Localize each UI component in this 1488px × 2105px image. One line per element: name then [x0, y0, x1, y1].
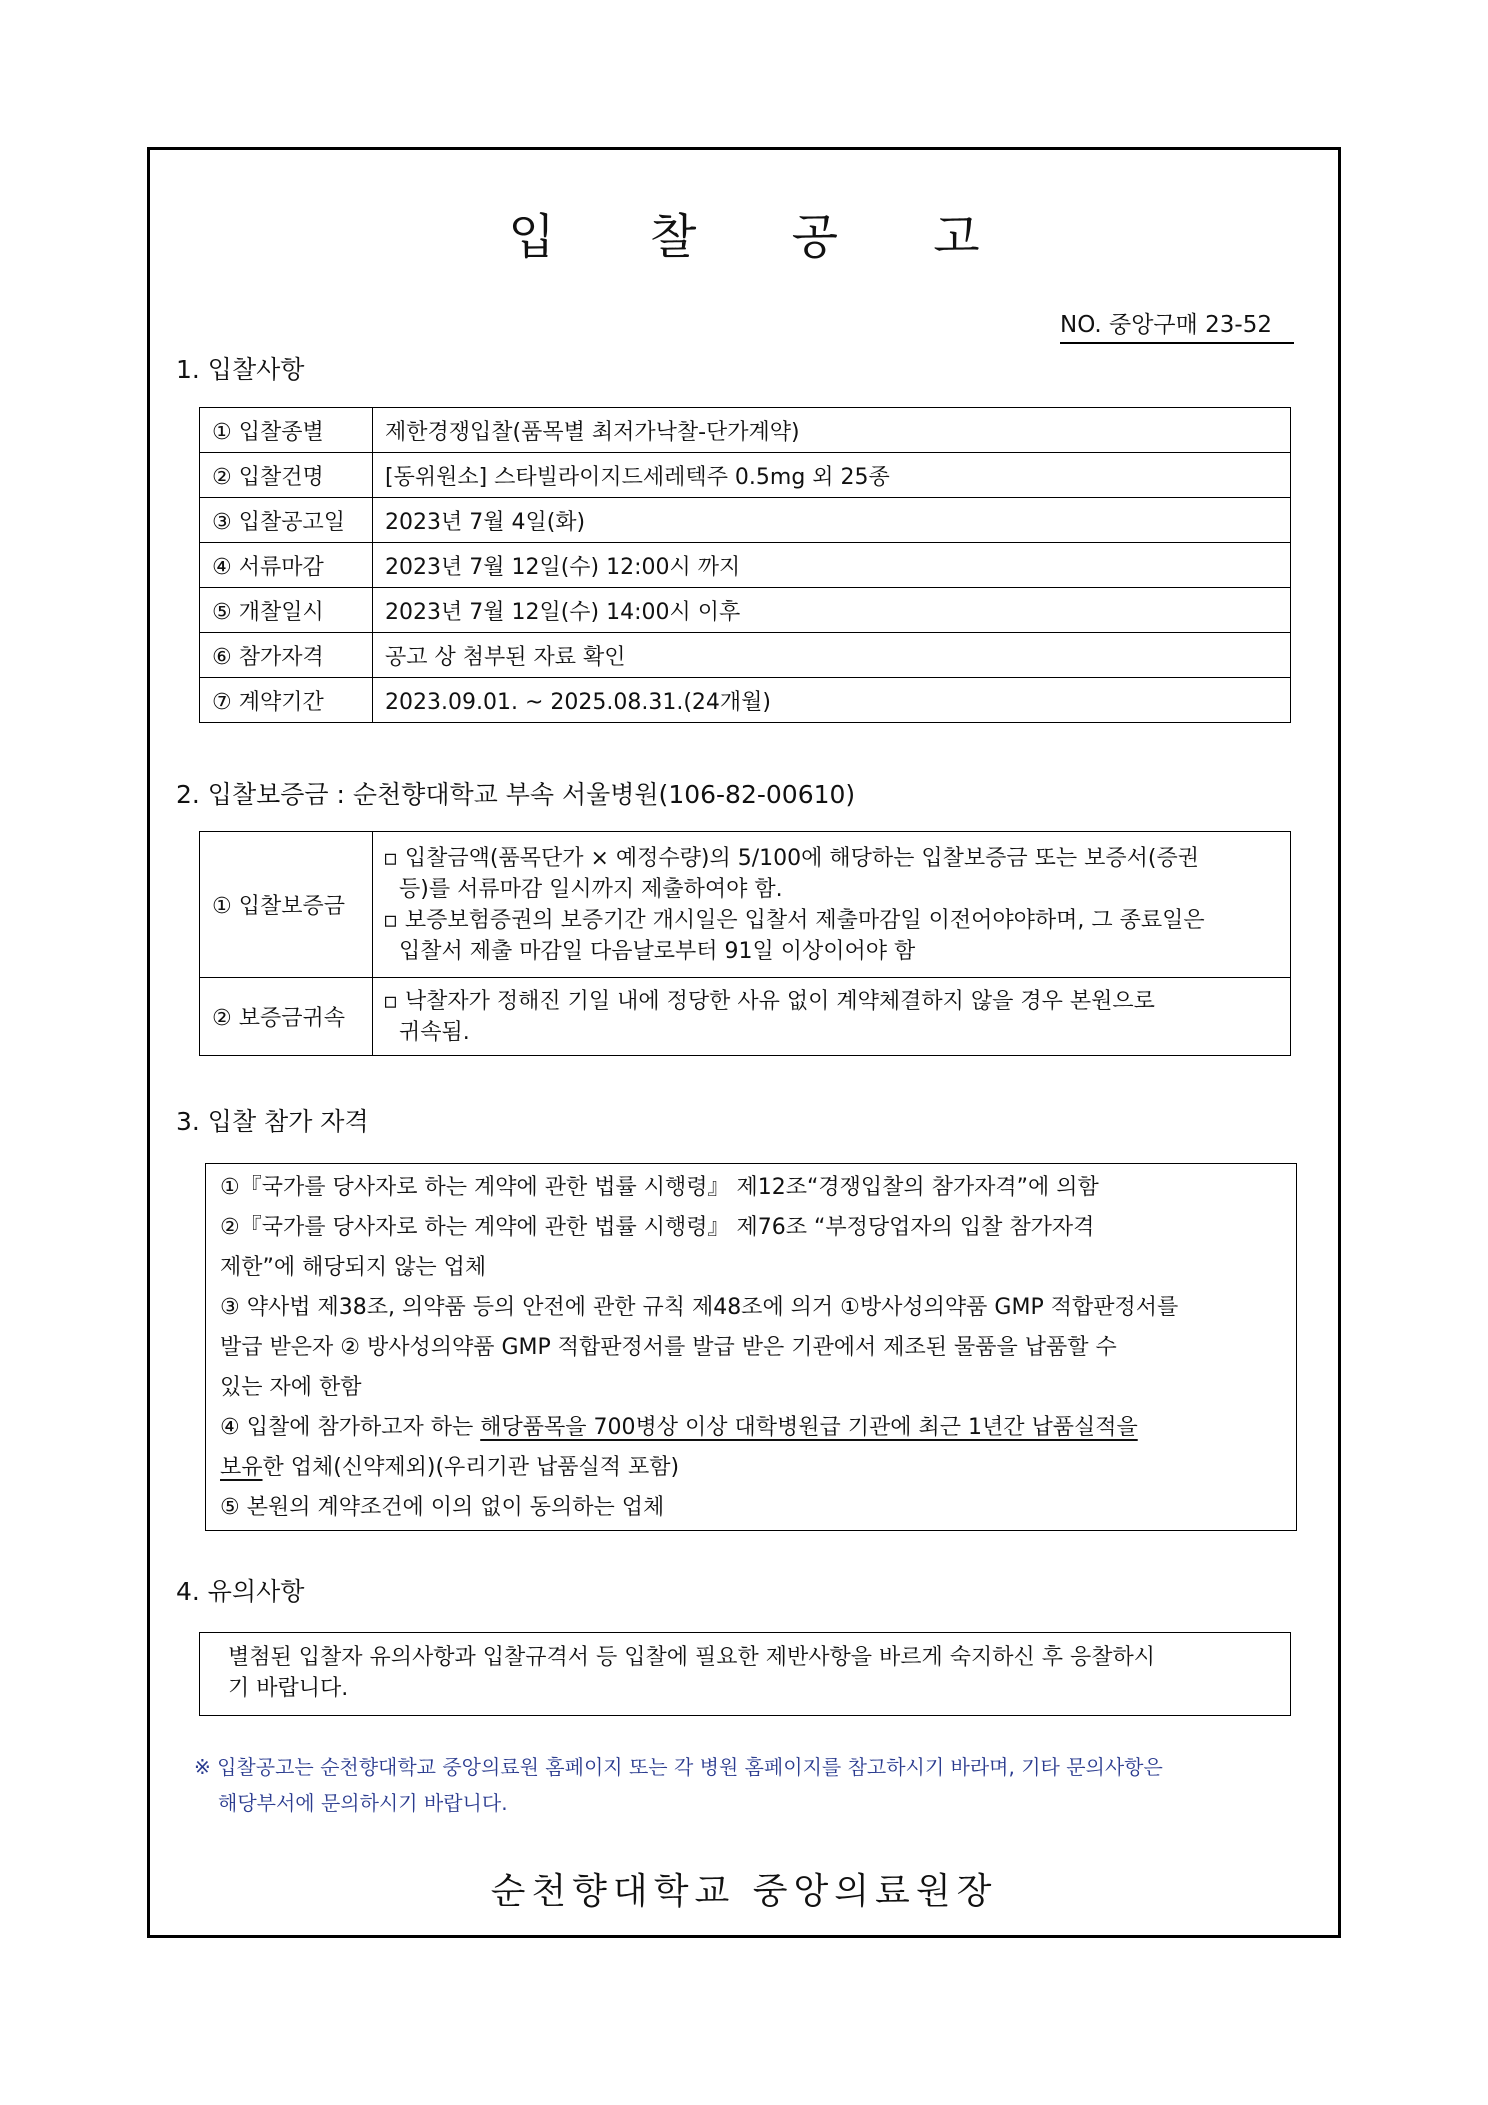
- row-value: 제한경쟁입찰(품목별 최저가낙찰-단가계약): [373, 408, 1291, 453]
- bullet-text: ▫ 보증보험증권의 보증기간 개시일은 입찰서 제출마감일 이전어야야하며, 그 종료일은: [383, 907, 1205, 933]
- table-row: [200, 678, 1291, 723]
- notice-frame: [147, 147, 1341, 1938]
- row-value: 2023년 7월 4일(화): [373, 498, 1291, 543]
- notes-box: [199, 1632, 1291, 1716]
- footnote: [194, 1749, 1163, 1821]
- row-label: ② 입찰건명: [200, 453, 373, 498]
- row-value: [373, 978, 1291, 1056]
- bullet-text: ▫ 낙찰자가 정해진 기일 내에 정당한 사유 없이 계약체결하지 않을 경우 본원으로: [383, 988, 1155, 1014]
- row-label: ① 입찰종별: [200, 408, 373, 453]
- page-title: 입 찰 공 고: [508, 209, 1020, 265]
- bullet-text: 귀속됨.: [399, 1019, 470, 1045]
- table-row: [200, 543, 1291, 588]
- underlined-text: 보유: [220, 1455, 263, 1480]
- underlined-text: 해당품목을 700병상 이상 대학병원급 기관에 최근 1년간 납품실적을: [480, 1415, 1138, 1440]
- section2-heading: 2. 입찰보증금 : 순천향대학교 부속 서울병원(106-82-00610): [176, 780, 856, 809]
- footnote-text: 해당부서에 문의하시기 바랍니다.: [218, 1791, 508, 1815]
- bullet-text: 입찰서 제출 마감일 다음날로부터 91일 이상이어야 함: [399, 938, 916, 964]
- issuer-signature: 순천향대학교 중앙의료원장: [490, 1871, 998, 1912]
- row-label: ⑤ 개찰일시: [200, 588, 373, 633]
- row-label: ④ 서류마감: [200, 543, 373, 588]
- row-label: ⑥ 참가자격: [200, 633, 373, 678]
- item-text: ④ 입찰에 참가하고자 하는: [220, 1415, 481, 1440]
- row-value: [동위원소] 스타빌라이지드세레텍주 0.5mg 외 25종: [373, 453, 1291, 498]
- qualification-box: [205, 1163, 1297, 1531]
- list-item-continued: 발급 받은자 ② 방사성의약품 GMP 적합판정서를 발급 받은 기관에서 제조된 물품을 납품할 수: [220, 1335, 1117, 1360]
- list-item: ⑤ 본원의 계약조건에 이의 없이 동의하는 업체: [220, 1495, 665, 1520]
- table-row: [200, 498, 1291, 543]
- row-label: ② 보증금귀속: [200, 978, 373, 1056]
- section3-heading: 3. 입찰 참가 자격: [176, 1107, 369, 1136]
- item-text: 한 업체(신약제외)(우리기관 납품실적 포함): [262, 1455, 680, 1480]
- list-item-continued: 제한”에 해당되지 않는 업체: [220, 1255, 487, 1280]
- document-number: NO. 중앙구매 23-52: [1060, 306, 1294, 344]
- list-item: ①『국가를 당사자로 하는 계약에 관한 법률 시행령』 제12조“경쟁입찰의 참가자격”에 의함: [220, 1175, 1099, 1200]
- list-item-continued: 있는 자에 한함: [220, 1375, 362, 1400]
- table-row: [200, 832, 1291, 978]
- bullet-text: ▫ 입찰금액(품목단가 × 예정수량)의 5/100에 해당하는 입찰보증금 또는 보증서(증권: [383, 845, 1200, 871]
- row-value: 2023.09.01. ~ 2025.08.31.(24개월): [373, 678, 1291, 723]
- section4-heading: 4. 유의사항: [176, 1577, 305, 1606]
- row-value: 2023년 7월 12일(수) 12:00시 까지: [373, 543, 1291, 588]
- row-label: ⑦ 계약기간: [200, 678, 373, 723]
- table-row: [200, 978, 1291, 1056]
- row-value: [373, 832, 1291, 978]
- table-row: [200, 408, 1291, 453]
- row-value: 공고 상 첨부된 자료 확인: [373, 633, 1291, 678]
- table-row: [200, 633, 1291, 678]
- table-row: [200, 453, 1291, 498]
- bid-details-table: [199, 407, 1291, 723]
- deposit-table: [199, 831, 1291, 1056]
- row-label: ① 입찰보증금: [200, 832, 373, 978]
- row-value: 2023년 7월 12일(수) 14:00시 이후: [373, 588, 1291, 633]
- list-item-continued: [220, 1448, 1296, 1488]
- list-item: ②『국가를 당사자로 하는 계약에 관한 법률 시행령』 제76조 “부정당업자의 입찰 참가자격: [220, 1215, 1095, 1240]
- bullet-text: 등)를 서류마감 일시까지 제출하여야 함.: [399, 876, 783, 902]
- notes-text: 기 바랍니다.: [228, 1676, 349, 1701]
- list-item: ③ 약사법 제38조, 의약품 등의 안전에 관한 규칙 제48조에 의거 ①방사성의약품 GMP 적합판정서를: [220, 1295, 1179, 1320]
- section1-heading: 1. 입찰사항: [176, 355, 305, 384]
- footnote-text: ※ 입찰공고는 순천향대학교 중앙의료원 홈페이지 또는 각 병원 홈페이지를 참고하시기 바라며, 기타 문의사항은: [194, 1755, 1163, 1779]
- row-label: ③ 입찰공고일: [200, 498, 373, 543]
- list-item: [220, 1408, 1296, 1448]
- table-row: [200, 588, 1291, 633]
- notes-text: 별첨된 입찰자 유의사항과 입찰규격서 등 입찰에 필요한 제반사항을 바르게 숙지하신 후 응찰하시: [228, 1645, 1156, 1670]
